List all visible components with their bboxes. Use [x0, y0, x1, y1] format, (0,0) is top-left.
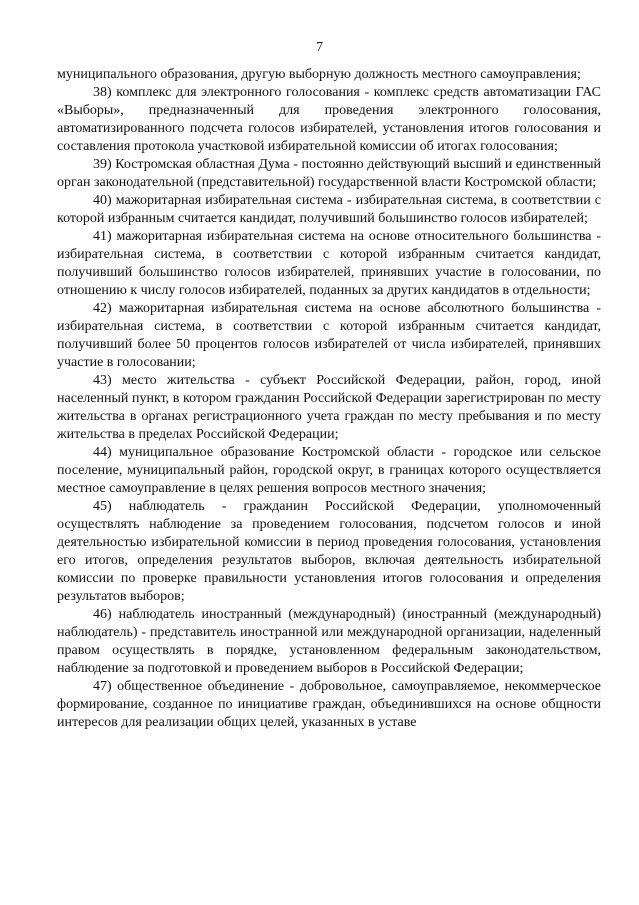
paragraph-46: 46) наблюдатель иностранный (международный) (иностранный (международный) наблюдатель) - представитель иностранной или международной организации, наделенный правом осуществлять в порядке, установленном федеральным законодательством, наблюдение за подготовкой и проведением выборов в Российской Федерации;	[57, 607, 601, 676]
document-body	[57, 66, 601, 732]
paragraph-40: 40) мажоритарная избирательная система - избирательная система, в соответствии с которой избранным считается кандидат, получивший большинство голосов избирателей;	[57, 193, 601, 226]
paragraph-45: 45) наблюдатель - гражданин Российской Федерации, уполномоченный осуществлять наблюдение за проведением голосования, подсчетом голосов и иной деятельностью избирательной комиссии в период проведения голосования, установления его итогов, определения результатов выборов, включая деятельность избирательной комиссии по проверке правильности установления итогов голосования и определения результатов выборов;	[57, 499, 601, 604]
paragraph-44: 44) муниципальное образование Костромской области - городское или сельское поселение, муниципальный район, городской округ, в границах которого осуществляется местное самоуправление в целях решения вопросов местного значения;	[57, 445, 601, 496]
paragraph-42: 42) мажоритарная избирательная система на основе абсолютного большинства - избирательная система, в соответствии с которой избранным считается кандидат, получивший более 50 процентов голосов избирателей от числа избирателей, принявших участие в голосовании;	[57, 301, 601, 370]
page-number: 7	[316, 40, 323, 55]
paragraph-39: 39) Костромская областная Дума - постоянно действующий высший и единственный орган законодательной (представительной) государственной власти Костромской области;	[57, 157, 601, 190]
paragraph-43: 43) место жительства - субъект Российской Федерации, район, город, иной населенный пункт, в котором гражданин Российской Федерации зарегистрирован по месту жительства в органах регистрационного учета граждан по месту пребывания и по месту жительства в пределах Российской Федерации;	[57, 373, 601, 442]
paragraph-41: 41) мажоритарная избирательная система на основе относительного большинства - избирательная система, в соответствии с которой избранным считается кандидат, получивший большинство голосов избирателей, принявших участие в голосовании, по отношению к числу голосов избирателей, поданных за других кандидатов в отдельности;	[57, 229, 601, 298]
paragraph-38: 38) комплекс для электронного голосования - комплекс средств автоматизации ГАС «Выборы», предназначенный для проведения электронного голосования, автоматизированного подсчета голосов избирателей, установления итогов голосования и составления протокола участковой избирательной комиссии об итогах голосования;	[57, 85, 601, 154]
paragraph-continuation: муниципального образования, другую выборную должность местного самоуправления;	[57, 67, 581, 82]
paragraph-47: 47) общественное объединение - добровольное, самоуправляемое, некоммерческое формирование, созданное по инициативе граждан, объединившихся на основе общности интересов для реализации общих целей, указанных в уставе	[57, 679, 601, 730]
